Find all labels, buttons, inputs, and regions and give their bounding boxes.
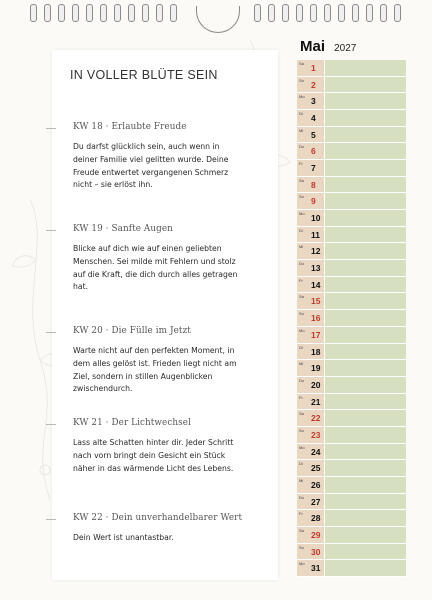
day-note-space[interactable]: [324, 177, 406, 193]
binding-ring: [30, 4, 37, 22]
day-note-space[interactable]: [324, 160, 406, 176]
entry-title: KW 19 · Sanfte Augen: [73, 224, 173, 234]
day-note-space[interactable]: [324, 444, 406, 460]
day-number: 8: [311, 179, 316, 190]
day-label-cell: [297, 410, 324, 426]
binding-ring: [268, 4, 275, 22]
weekday-abbr: Fr: [299, 511, 303, 517]
calendar-day: [297, 477, 406, 494]
entry-text: Du darfst glücklich sein, auch wenn in deiner Familie viel gelitten wurde. Deine Freude entwertet vergangenen Schmerz nicht – sie erlöst ihn.: [73, 142, 229, 190]
day-note-space[interactable]: [324, 93, 406, 109]
weekday-abbr: So: [299, 194, 304, 200]
day-number: 15: [311, 296, 321, 307]
calendar-day: [297, 227, 406, 244]
month-year: 2027: [334, 43, 357, 54]
binding-ring: [282, 4, 289, 22]
weekday-abbr: Do: [299, 261, 305, 267]
day-note-space[interactable]: [324, 544, 406, 560]
entry-text: Blicke auf dich wie auf einen geliebten Menschen. Sei milde mit Fehlern und stolz auf die Kraft, die dich durch alles getragen hat.: [73, 244, 238, 292]
divider: [46, 519, 56, 520]
day-label-cell: [297, 444, 324, 460]
binding-ring: [254, 4, 261, 22]
calendar-day: [297, 527, 406, 544]
day-label-cell: [297, 193, 324, 209]
day-number: 13: [311, 263, 321, 274]
day-note-space[interactable]: [324, 77, 406, 93]
day-number: 31: [311, 563, 321, 574]
calendar-day: [297, 127, 406, 144]
page-title: IN VOLLER BLÜTE SEIN: [70, 68, 218, 82]
weekday-abbr: Mo: [299, 211, 305, 217]
day-number: 1: [311, 63, 316, 73]
week-entry: [73, 326, 271, 396]
calendar-day: [297, 344, 406, 361]
day-number: 4: [311, 113, 316, 124]
calendar-day: [297, 110, 406, 127]
day-number: 11: [311, 229, 320, 240]
spiral-binding: [0, 0, 432, 30]
weekday-abbr: Fr: [299, 161, 303, 167]
weekday-abbr: Mo: [299, 327, 305, 333]
weekday-abbr: So: [299, 427, 304, 433]
day-number: 18: [311, 346, 321, 357]
weekday-abbr: Fr: [299, 394, 303, 400]
day-note-space[interactable]: [324, 310, 406, 326]
day-label-cell: [297, 527, 324, 543]
day-label-cell: [297, 477, 324, 493]
day-number: 6: [311, 146, 316, 157]
binding-ring: [338, 4, 345, 22]
day-note-space[interactable]: [324, 494, 406, 510]
day-note-space[interactable]: [324, 460, 406, 476]
day-label-cell: [297, 293, 324, 309]
day-note-space[interactable]: [324, 277, 406, 293]
weekday-abbr: Do: [299, 494, 305, 500]
calendar-day: [297, 160, 406, 177]
day-label-cell: [297, 327, 324, 343]
day-label-cell: [297, 143, 324, 159]
weekday-abbr: Mo: [299, 444, 305, 450]
binding-ring: [352, 4, 359, 22]
day-note-space[interactable]: [324, 227, 406, 243]
weekday-abbr: Mi: [299, 477, 304, 483]
day-note-space[interactable]: [324, 477, 406, 493]
binding-ring: [296, 4, 303, 22]
day-number: 3: [311, 96, 316, 107]
weekday-abbr: Fr: [299, 277, 303, 283]
day-number: 17: [311, 329, 321, 340]
weekday-abbr: Sa: [299, 527, 304, 533]
binding-ring: [324, 4, 331, 22]
day-label-cell: [297, 310, 324, 326]
calendar-day: [297, 60, 406, 77]
binding-ring: [114, 4, 121, 22]
weekday-abbr: Di: [299, 227, 303, 233]
binding-ring: [100, 4, 107, 22]
binding-ring: [380, 4, 387, 22]
day-number: 10: [311, 213, 321, 224]
hanger-hook: [196, 6, 240, 33]
calendar-day: [297, 460, 406, 477]
day-label-cell: [297, 460, 324, 476]
day-label-cell: [297, 377, 324, 393]
calendar-day: [297, 193, 406, 210]
weekday-abbr: Mo: [299, 94, 305, 100]
day-label-cell: [297, 427, 324, 443]
binding-ring: [170, 4, 177, 22]
entry-title: KW 18 · Erlaubte Freude: [73, 122, 187, 132]
weekday-abbr: Mi: [299, 361, 304, 367]
week-entry: [73, 224, 271, 294]
entry-text: Dein Wert ist unantastbar.: [73, 533, 174, 542]
calendar-day: [297, 177, 406, 194]
week-entry: [73, 513, 271, 545]
day-note-space[interactable]: [324, 260, 406, 276]
day-number: 16: [311, 313, 321, 324]
day-note-space[interactable]: [324, 377, 406, 393]
day-note-space[interactable]: [324, 560, 406, 576]
calendar-day: [297, 293, 406, 310]
day-label-cell: [297, 160, 324, 176]
calendar-day: [297, 210, 406, 227]
day-label-cell: [297, 510, 324, 526]
day-label-cell: [297, 243, 324, 259]
weekday-abbr: Di: [299, 344, 303, 350]
calendar-day: [297, 327, 406, 344]
day-note-space[interactable]: [324, 410, 406, 426]
day-label-cell: [297, 93, 324, 109]
day-number: 5: [311, 129, 316, 140]
weekday-abbr: Di: [299, 111, 303, 117]
day-number: 9: [311, 196, 316, 207]
calendar-day: [297, 93, 406, 110]
day-number: 19: [311, 363, 321, 374]
calendar-day: [297, 377, 406, 394]
day-label-cell: [297, 544, 324, 560]
weekday-abbr: So: [299, 311, 304, 317]
day-number: 20: [311, 379, 321, 390]
day-note-space[interactable]: [324, 427, 406, 443]
day-number: 28: [311, 513, 321, 524]
binding-ring: [44, 4, 51, 22]
weekday-abbr: Mo: [299, 561, 305, 567]
calendar-day: [297, 260, 406, 277]
day-label-cell: [297, 60, 324, 76]
calendar-day: [297, 360, 406, 377]
day-number: 21: [311, 396, 321, 407]
day-note-space[interactable]: [324, 243, 406, 259]
divider: [46, 230, 56, 231]
day-label-cell: [297, 494, 324, 510]
day-note-space[interactable]: [324, 527, 406, 543]
day-number: 2: [311, 79, 316, 90]
weekday-abbr: Sa: [299, 411, 304, 417]
weekday-abbr: Do: [299, 377, 305, 383]
week-entry: [73, 418, 271, 475]
weekday-abbr: Sa: [299, 294, 304, 300]
divider: [46, 424, 56, 425]
month-header: [300, 36, 356, 55]
day-note-space[interactable]: [324, 510, 406, 526]
day-note-space[interactable]: [324, 143, 406, 159]
day-note-space[interactable]: [324, 293, 406, 309]
weekday-abbr: Mi: [299, 244, 304, 250]
day-note-space[interactable]: [324, 210, 406, 226]
day-label-cell: [297, 360, 324, 376]
weekday-abbr: Di: [299, 461, 303, 467]
weekday-abbr: So: [299, 77, 304, 83]
binding-ring: [310, 4, 317, 22]
month-calendar: [297, 60, 406, 577]
day-number: 24: [311, 446, 321, 457]
calendar-day: [297, 544, 406, 561]
binding-ring: [128, 4, 135, 22]
day-number: 23: [311, 429, 321, 440]
divider: [46, 128, 56, 129]
binding-ring: [142, 4, 149, 22]
day-note-space[interactable]: [324, 360, 406, 376]
entry-title: KW 20 · Die Fülle im Jetzt: [73, 326, 191, 336]
calendar-day: [297, 77, 406, 94]
day-number: 14: [311, 279, 321, 290]
day-number: 7: [311, 163, 316, 174]
day-note-space[interactable]: [324, 193, 406, 209]
day-number: 29: [311, 529, 321, 540]
divider: [46, 332, 56, 333]
day-note-space[interactable]: [324, 127, 406, 143]
binding-ring: [366, 4, 373, 22]
day-label-cell: [297, 110, 324, 126]
binding-ring: [72, 4, 79, 22]
entry-title: KW 22 · Dein unverhandelbarer Wert: [73, 513, 243, 523]
day-note-space[interactable]: [324, 110, 406, 126]
day-number: 26: [311, 479, 321, 490]
weekday-abbr: Sa: [299, 61, 304, 66]
calendar-day: [297, 444, 406, 461]
calendar-day: [297, 143, 406, 160]
calendar-day: [297, 410, 406, 427]
day-label-cell: [297, 177, 324, 193]
day-number: 22: [311, 413, 321, 424]
binding-ring: [394, 4, 401, 22]
day-note-space[interactable]: [324, 327, 406, 343]
day-number: 25: [311, 463, 321, 474]
entry-text: Lass alte Schatten hinter dir. Jeder Schritt nach vorn bringt dein Gesicht ein Stück näher in das wärmende Licht des Lebens.: [73, 438, 234, 473]
binding-ring: [156, 4, 163, 22]
entry-text: Warte nicht auf den perfekten Moment, in dem alles gelöst ist. Frieden liegt nicht am Ziel, sondern in stillen Augenblicken zwischendurch.: [73, 346, 237, 394]
day-label-cell: [297, 277, 324, 293]
weekday-abbr: Sa: [299, 177, 304, 183]
day-label-cell: [297, 560, 324, 576]
entry-title: KW 21 · Der Lichtwechsel: [73, 418, 191, 428]
weekday-abbr: Mi: [299, 127, 304, 133]
day-note-space[interactable]: [324, 344, 406, 360]
binding-ring: [86, 4, 93, 22]
calendar-day: [297, 510, 406, 527]
day-note-space[interactable]: [324, 394, 406, 410]
calendar-day: [297, 560, 406, 577]
day-note-space[interactable]: [324, 60, 406, 76]
day-label-cell: [297, 394, 324, 410]
day-label-cell: [297, 260, 324, 276]
day-label-cell: [297, 77, 324, 93]
day-label-cell: [297, 344, 324, 360]
day-label-cell: [297, 127, 324, 143]
day-label-cell: [297, 227, 324, 243]
day-number: 12: [311, 246, 321, 257]
day-label-cell: [297, 210, 324, 226]
day-number: 30: [311, 546, 321, 557]
calendar-day: [297, 277, 406, 294]
calendar-day: [297, 427, 406, 444]
calendar-day: [297, 494, 406, 511]
weekday-abbr: Do: [299, 144, 305, 150]
weekday-abbr: So: [299, 544, 304, 550]
week-entry: [73, 122, 271, 192]
calendar-day: [297, 310, 406, 327]
binding-ring: [58, 4, 65, 22]
calendar-day: [297, 394, 406, 411]
month-name: Mai: [300, 38, 326, 55]
calendar-day: [297, 243, 406, 260]
day-number: 27: [311, 496, 321, 507]
